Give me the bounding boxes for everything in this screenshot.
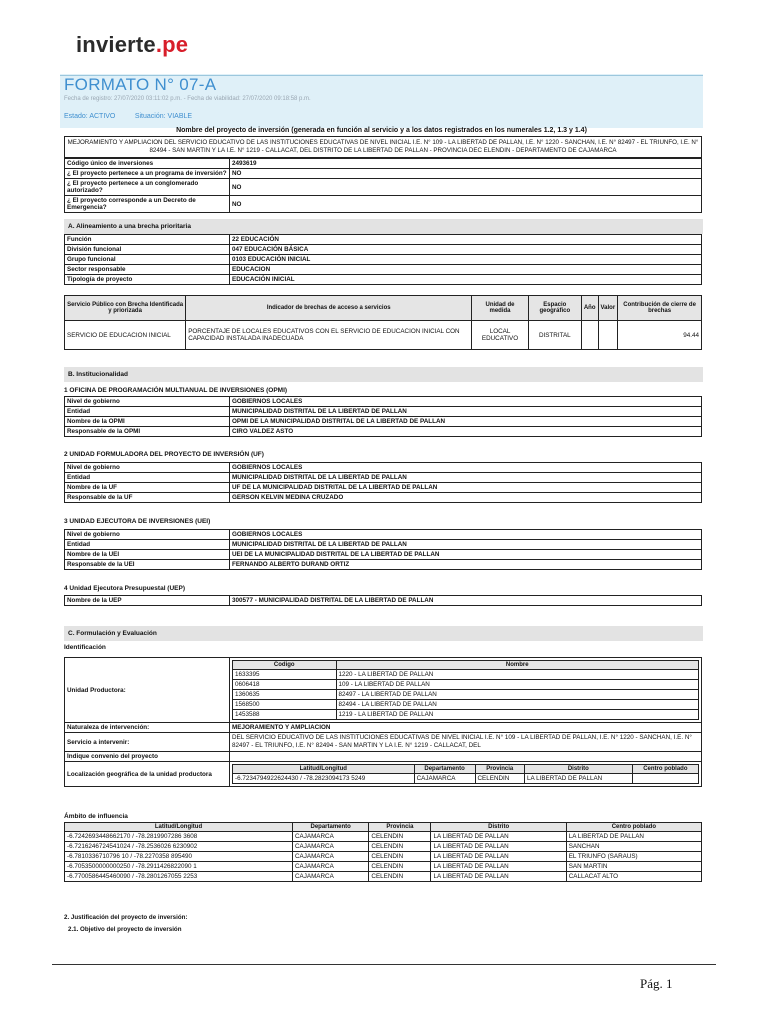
kv-value: GOBIERNOS LOCALES xyxy=(230,463,702,473)
kv-value: OPMI DE LA MUNICIPALIDAD DISTRITAL DE LA LIBERTAD DE PALLAN xyxy=(230,417,702,427)
loc-header-cell: Provincia xyxy=(475,765,524,774)
kv-row xyxy=(65,196,702,213)
kv-value: MUNICIPALIDAD DISTRITAL DE LA LIBERTAD DE PALLAN xyxy=(230,540,702,550)
up-table xyxy=(232,660,699,720)
brecha-cell xyxy=(581,321,598,350)
kv-key: Nombre de la OPMI xyxy=(65,417,230,427)
grid-cell: 1219 - LA LIBERTAD DE PALLAN xyxy=(336,710,699,720)
brecha-header-cell: Valor xyxy=(598,296,618,321)
kv-value: NO xyxy=(230,196,702,213)
uep-table xyxy=(64,595,702,606)
kv-key: Tipología de proyecto xyxy=(65,275,230,285)
grid-cell: 82497 - LA LIBERTAD DE PALLAN xyxy=(336,690,699,700)
loc-cell: CAJAMARCA xyxy=(414,774,475,784)
grid-header-cell: Provincia xyxy=(369,823,431,832)
kv-value: MUNICIPALIDAD DISTRITAL DE LA LIBERTAD DE PALLAN xyxy=(230,407,702,417)
kv-key: Código único de inversiones xyxy=(65,159,230,169)
grid-cell: LA LIBERTAD DE PALLAN xyxy=(431,832,566,842)
kv-value: 0103 EDUCACIÓN INICIAL xyxy=(230,255,702,265)
grid-cell: 109 - LA LIBERTAD DE PALLAN xyxy=(336,680,699,690)
loc-cell: -6.7234794922624430 / -78.2823094173 5249 xyxy=(233,774,415,784)
kv-key: Entidad xyxy=(65,540,230,550)
kv-value: NO xyxy=(230,179,702,196)
brecha-cell: LOCAL EDUCATIVO xyxy=(472,321,529,350)
grid-cell: CELENDIN xyxy=(369,852,431,862)
kv-row xyxy=(65,483,702,493)
footer-divider xyxy=(52,964,716,965)
kv-row xyxy=(65,596,702,606)
kv-row xyxy=(65,530,702,540)
brecha-header-cell: Servicio Público con Brecha Identificada y priorizada xyxy=(65,296,186,321)
kv-key: Nivel de gobierno xyxy=(65,397,230,407)
kv-key: Nivel de gobierno xyxy=(65,530,230,540)
brecha-row xyxy=(65,321,702,350)
kv-row xyxy=(65,463,702,473)
uf-table xyxy=(64,462,702,503)
kv-row xyxy=(65,275,702,285)
grid-row xyxy=(65,852,702,862)
naturaleza-key: Naturaleza de intervención: xyxy=(65,723,230,733)
grid-header-cell: Codigo xyxy=(233,661,337,670)
localizacion-row xyxy=(65,762,702,787)
grid-row xyxy=(233,700,699,710)
kv-row xyxy=(65,540,702,550)
identificacion-label: Identificación xyxy=(64,644,106,651)
kv-value: NO xyxy=(230,169,702,179)
grid-cell: LA LIBERTAD DE PALLAN xyxy=(566,832,701,842)
grid-cell: CAJAMARCA xyxy=(292,832,368,842)
kv-key: Responsable de la UF xyxy=(65,493,230,503)
kv-key: Entidad xyxy=(65,407,230,417)
kv-key: División funcional xyxy=(65,245,230,255)
kv-value: 047 EDUCACIÓN BÁSICA xyxy=(230,245,702,255)
brecha-header-cell: Indicador de brechas de acceso a servicios xyxy=(186,296,472,321)
kv-row xyxy=(65,560,702,570)
kv-key: Nombre de la UEP xyxy=(65,596,230,606)
uei-title: 3 UNIDAD EJECUTORA DE INVERSIONES (UEI) xyxy=(64,518,211,525)
kv-value: GERSON KELVIN MEDINA CRUZADO xyxy=(230,493,702,503)
kv-key: Sector responsable xyxy=(65,265,230,275)
project-name: MEJORAMIENTO Y AMPLIACION DEL SERVICIO EDUCATIVO DE LAS INSTITUCIONES EDUCATIVAS DE NIVEL INICIAL I.E. N° 109 - LA LIBERTAD DE PALLAN, I.E. N° 1220 - SANCHAN, I.E. N° 82497 - EL TRIUNFO, I.E. N° 82494 - SAN MARTIN Y LA I.E. N° 1219 - CALLACAT, DEL DISTRITO DE LA LIBERTAD DE PALLAN - PROVINCIA DEC ELENDIN - DEPARTAMENTO DE CAJAMARCA xyxy=(64,136,702,158)
brecha-cell: 94.44 xyxy=(618,321,702,350)
kv-value: GOBIERNOS LOCALES xyxy=(230,530,702,540)
grid-cell: LA LIBERTAD DE PALLAN xyxy=(431,872,566,882)
loc-row xyxy=(233,774,699,784)
brecha-header-cell: Espacio geográfico xyxy=(528,296,581,321)
grid-cell: EL TRIUNFO (SARAUS) xyxy=(566,852,701,862)
kv-value: EDUCACIÓN INICIAL xyxy=(230,275,702,285)
grid-header-cell: Centro poblado xyxy=(566,823,701,832)
section-a-table xyxy=(64,234,702,285)
grid-row xyxy=(65,842,702,852)
loc-cell: LA LIBERTAD DE PALLAN xyxy=(524,774,632,784)
kv-key: Nombre de la UEI xyxy=(65,550,230,560)
grid-row xyxy=(233,680,699,690)
grid-cell: LA LIBERTAD DE PALLAN xyxy=(431,852,566,862)
grid-cell: CELENDIN xyxy=(369,862,431,872)
kv-row xyxy=(65,255,702,265)
up-label: Unidad Productora: xyxy=(65,658,230,723)
opmi-table xyxy=(64,396,702,437)
naturaleza-value: MEJORAMIENTO Y AMPLIACION xyxy=(230,723,702,733)
servicio-row xyxy=(65,733,702,752)
kv-row xyxy=(65,265,702,275)
kv-row xyxy=(65,493,702,503)
kv-row xyxy=(65,235,702,245)
ambito-table xyxy=(64,822,702,882)
grid-cell: SAN MARTIN xyxy=(566,862,701,872)
kv-key: Función xyxy=(65,235,230,245)
kv-key: Grupo funcional xyxy=(65,255,230,265)
localizacion-table xyxy=(232,764,699,784)
ambito-title: Ámbito de influencia xyxy=(64,813,128,820)
grid-cell: LA LIBERTAD DE PALLAN xyxy=(431,862,566,872)
convenio-row xyxy=(65,752,702,762)
kv-row xyxy=(65,169,702,179)
kv-value: MUNICIPALIDAD DISTRITAL DE LA LIBERTAD DE PALLAN xyxy=(230,473,702,483)
grid-cell: 82494 - LA LIBERTAD DE PALLAN xyxy=(336,700,699,710)
grid-row xyxy=(65,872,702,882)
brecha-cell: DISTRITAL xyxy=(528,321,581,350)
localizacion-cell xyxy=(230,762,702,787)
loc-header-cell: Latitud/Longitud xyxy=(233,765,415,774)
grid-row xyxy=(65,862,702,872)
loc-cell: CELENDIN xyxy=(475,774,524,784)
kv-key: Nombre de la UF xyxy=(65,483,230,493)
kv-row xyxy=(65,179,702,196)
brecha-header-cell: Año xyxy=(581,296,598,321)
loc-header-cell: Departamento xyxy=(414,765,475,774)
kv-value: 22 EDUCACIÓN xyxy=(230,235,702,245)
grid-cell: CAJAMARCA xyxy=(292,842,368,852)
page-number: Pág. 1 xyxy=(640,976,673,991)
grid-row xyxy=(65,832,702,842)
up-row xyxy=(65,658,702,723)
project-name-heading: Nombre del proyecto de inversión (generada en función al servicio y a los datos registrados en los numerales 1.2, 1.3 y 1.4) xyxy=(176,127,587,134)
kv-value: GOBIERNOS LOCALES xyxy=(230,397,702,407)
section-a-header: A. Alineamiento a una brecha prioritaria xyxy=(64,219,703,234)
grid-cell: -6.7053500000000250 / -78.2911426822090 1 xyxy=(65,862,293,872)
grid-cell: SANCHAN xyxy=(566,842,701,852)
kv-row xyxy=(65,397,702,407)
kv-row xyxy=(65,159,702,169)
kv-value: EDUCACION xyxy=(230,265,702,275)
up-cell xyxy=(230,658,702,723)
kv-value: CIRO VALDEZ ASTO xyxy=(230,427,702,437)
brecha-table xyxy=(64,295,702,350)
dates-text: Fecha de registro: 27/07/2020 03:11:02 p.m. - Fecha de viabilidad: 27/07/2020 09:18:58 p.m. xyxy=(64,96,311,102)
grid-cell: CAJAMARCA xyxy=(292,862,368,872)
grid-cell: -6.7700586445460090 / -78.2801267055 2253 xyxy=(65,872,293,882)
grid-cell: LA LIBERTAD DE PALLAN xyxy=(431,842,566,852)
grid-cell: 0606418 xyxy=(233,680,337,690)
section-b-header: B. Institucionalidad xyxy=(64,367,703,382)
grid-cell: CELENDIN xyxy=(369,842,431,852)
grid-cell: CELENDIN xyxy=(369,832,431,842)
kv-row xyxy=(65,550,702,560)
grid-cell: 1360635 xyxy=(233,690,337,700)
opmi-title: 1 OFICINA DE PROGRAMACIÓN MULTIANUAL DE INVERSIONES (OPMI) xyxy=(64,387,288,394)
loc-cell xyxy=(632,774,698,784)
uei-table xyxy=(64,529,702,570)
kv-key: ¿ El proyecto pertenece a un conglomerado autorizado? xyxy=(65,179,230,196)
grid-cell: -6.7242693448662170 / -78.2819907286 3608 xyxy=(65,832,293,842)
project-info-table xyxy=(64,158,702,213)
kv-row xyxy=(65,245,702,255)
estado-value: ACTIVO xyxy=(89,113,116,120)
invierte-logo xyxy=(76,32,188,58)
grid-cell: CAJAMARCA xyxy=(292,872,368,882)
grid-header-row xyxy=(65,823,702,832)
justificacion-title: 2. Justificación del proyecto de inversión: xyxy=(64,914,188,921)
grid-row xyxy=(233,690,699,700)
situacion-label: Situación: xyxy=(134,113,166,120)
situacion-value: VIABLE xyxy=(167,113,193,120)
grid-cell: 1220 - LA LIBERTAD DE PALLAN xyxy=(336,670,699,680)
form-title: FORMATO N° 07-A xyxy=(64,75,217,94)
localizacion-key: Localización geográfica de la unidad productora xyxy=(65,762,230,787)
kv-row xyxy=(65,427,702,437)
kv-key: Responsable de la OPMI xyxy=(65,427,230,437)
uep-title: 4 Unidad Ejecutora Presupuestal (UEP) xyxy=(64,585,186,592)
grid-cell: CALLACAT ALTO xyxy=(566,872,701,882)
section-c-table xyxy=(64,657,702,787)
servicio-key: Servicio a intervenir: xyxy=(65,733,230,752)
kv-row xyxy=(65,407,702,417)
logo-suffix: .pe xyxy=(155,32,189,57)
kv-value: UEI DE LA MUNICIPALIDAD DISTRITAL DE LA LIBERTAD DE PALLAN xyxy=(230,550,702,560)
grid-cell: 1633395 xyxy=(233,670,337,680)
grid-cell: -6.7810336710796 10 / -78.2270358 895490 xyxy=(65,852,293,862)
loc-header-row xyxy=(233,765,699,774)
kv-value: 2493619 xyxy=(230,159,702,169)
grid-cell: CELENDIN xyxy=(369,872,431,882)
kv-row xyxy=(65,473,702,483)
grid-cell: -6.7216246724541024 / -78.2536026 6230902 xyxy=(65,842,293,852)
grid-header-cell: Distrito xyxy=(431,823,566,832)
objetivo-title: 2.1. Objetivo del proyecto de inversión xyxy=(68,926,182,933)
kv-key: Responsable de la UEI xyxy=(65,560,230,570)
grid-cell: 1568500 xyxy=(233,700,337,710)
logo-text: invierte xyxy=(76,32,156,57)
kv-key: ¿ El proyecto corresponde a un Decreto de Emergencia? xyxy=(65,196,230,213)
loc-header-cell: Centro poblado xyxy=(632,765,698,774)
brecha-header-row xyxy=(65,296,702,321)
grid-header-row xyxy=(233,661,699,670)
naturaleza-row xyxy=(65,723,702,733)
estado-label: Estado: xyxy=(64,113,88,120)
section-c-header: C. Formulación y Evaluación xyxy=(64,626,703,641)
brecha-header-cell: Unidad de medida xyxy=(472,296,529,321)
kv-key: Nivel de gobierno xyxy=(65,463,230,473)
grid-cell: 1453588 xyxy=(233,710,337,720)
uf-title: 2 UNIDAD FORMULADORA DEL PROYECTO DE INVERSIÓN (UF) xyxy=(64,451,264,458)
brecha-cell: PORCENTAJE DE LOCALES EDUCATIVOS CON EL SERVICIO DE EDUCACION INICIAL CON CAPACIDAD INSTALADA INADECUADA xyxy=(186,321,472,350)
servicio-value: DEL SERVICIO EDUCATIVO DE LAS INSTITUCIONES EDUCATIVAS DE NIVEL INICIAL I.E. N° 109 - LA LIBERTAD DE PALLAN, I.E. N° 1220 - SANCHAN, I.E. N° 82497 - EL TRIUNFO, I.E. N° 82494 - SAN MARTIN Y LA I.E. N° 1219 - CALLACAT, DEL xyxy=(230,733,702,752)
kv-value: FERNANDO ALBERTO DURAND ORTIZ xyxy=(230,560,702,570)
status-line xyxy=(64,113,192,120)
convenio-key: Indique convenio del proyecto xyxy=(65,752,230,762)
kv-value: 300577 - MUNICIPALIDAD DISTRITAL DE LA LIBERTAD DE PALLAN xyxy=(230,596,702,606)
kv-value: UF DE LA MUNICIPALIDAD DISTRITAL DE LA LIBERTAD DE PALLAN xyxy=(230,483,702,493)
kv-row xyxy=(65,417,702,427)
brecha-header-cell: Contribución de cierre de brechas xyxy=(618,296,702,321)
grid-header-cell: Latitud/Longitud xyxy=(65,823,293,832)
grid-row xyxy=(233,710,699,720)
convenio-value xyxy=(230,752,702,762)
brecha-cell xyxy=(598,321,618,350)
grid-cell: CAJAMARCA xyxy=(292,852,368,862)
loc-header-cell: Distrito xyxy=(524,765,632,774)
grid-row xyxy=(233,670,699,680)
brecha-cell: SERVICIO DE EDUCACION INICIAL xyxy=(65,321,186,350)
kv-key: Entidad xyxy=(65,473,230,483)
kv-key: ¿ El proyecto pertenece a un programa de inversión? xyxy=(65,169,230,179)
grid-header-cell: Departamento xyxy=(292,823,368,832)
grid-header-cell: Nombre xyxy=(336,661,699,670)
